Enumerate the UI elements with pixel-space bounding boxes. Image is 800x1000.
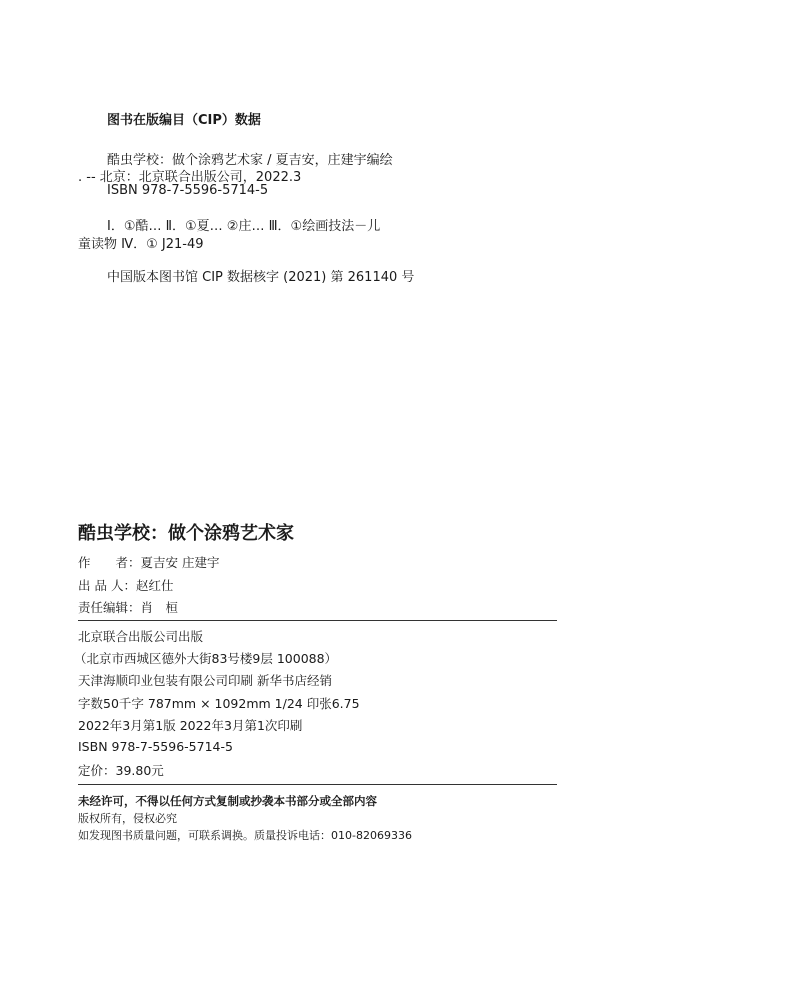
cip-line-title-authors: 酷虫学校：做个涂鸦艺术家 / 夏吉安，庄建宇编绘 [107,153,393,168]
editor-line: 责任编辑：肖 桓 [78,600,179,615]
producer-line: 出 品 人：赵红仕 [78,578,174,593]
edition-line: 2022年3月第1版 2022年3月第1次印刷 [78,718,303,733]
specs-line: 字数50千字 787mm × 1092mm 1/24 印张6.75 [78,696,360,711]
address-line: （北京市西城区德外大街83号楼9层 100088） [74,651,338,666]
publisher-line: 北京联合出版公司出版 [78,629,204,644]
copyright-notice: 未经许可，不得以任何方式复制或抄袭本书部分或全部内容 [78,794,377,808]
cip-title: 图书在版编目（CIP）数据 [107,113,261,128]
author-line: 作 者：夏吉安 庄建宇 [78,555,220,570]
divider-top [78,620,557,621]
cip-line-classification-2: 童读物 Ⅳ．① J21-49 [78,237,204,252]
rights-reserved: 版权所有，侵权必究 [78,812,177,825]
cip-line-publisher: . -- 北京：北京联合出版公司，2022.3 [78,170,302,185]
cip-line-isbn: ISBN 978-7-5596-5714-5 [107,183,269,198]
book-title: 酷虫学校：做个涂鸦艺术家 [78,523,294,544]
cip-line-record-number: 中国版本图书馆 CIP 数据核字 (2021) 第 261140 号 [107,270,415,285]
quality-contact: 如发现图书质量问题，可联系调换。质量投诉电话：010-82069336 [78,829,412,842]
divider-bottom [78,784,557,785]
printer-line: 天津海顺印业包装有限公司印刷 新华书店经销 [78,673,332,688]
price-line: 定价：39.80元 [78,763,164,778]
cip-line-classification-1: Ⅰ．①酷… Ⅱ．①夏… ②庄… Ⅲ．①绘画技法－儿 [107,219,381,234]
isbn-line: ISBN 978-7-5596-5714-5 [78,739,233,754]
